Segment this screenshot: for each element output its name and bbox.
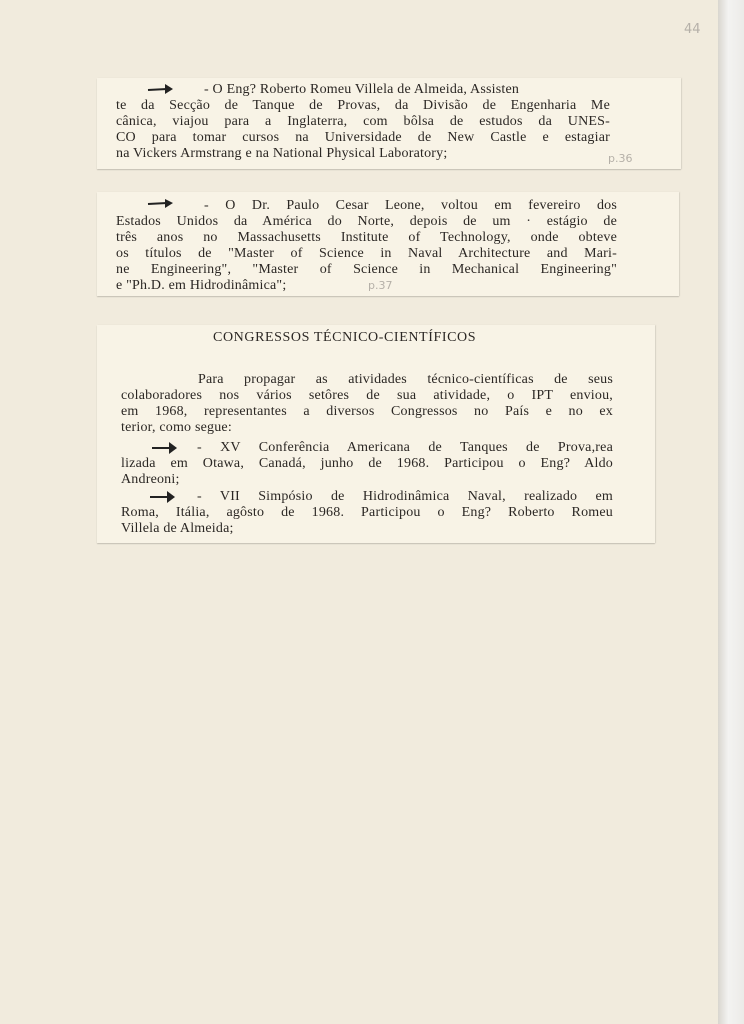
text-line: em 1968, representantes a diversos Congressos no País e no ex [121,404,613,419]
section-title: CONGRESSOS TÉCNICO-CIENTÍFICOS [213,330,477,345]
text-line: os títulos de "Master of Science in Naval Architecture and Mari- [116,246,617,261]
text-line: três anos no Massachusetts Institute of Technology, onde obteve [116,230,617,245]
text-line: colaboradores nos vários setôres de sua atividade, o IPT enviou, [121,388,613,403]
text-line: Villela de Almeida; [121,521,234,536]
arrow-icon [151,442,181,454]
text-line: CO para tomar cursos na Universidade de New Castle e estagiar [116,130,610,145]
arrow-icon [147,83,177,95]
handwritten-page-number: 44 [684,22,701,37]
text-line: Para propagar as atividades técnico-científicas de seus [198,372,613,387]
clipping-congressos [97,325,655,543]
text-line: lizada em Otawa, Canadá, junho de 1968. Participou o Eng? Aldo [121,456,613,471]
text-line: Andreoni; [121,472,180,487]
clipping-roberto-almeida [97,78,681,169]
text-line: Roma, Itália, agôsto de 1968. Participou o Eng? Roberto Romeu [121,505,613,520]
handwritten-note: p.36 [608,152,633,165]
handwritten-note: p.37 [368,279,393,292]
clipping-paulo-leone [97,192,679,296]
arrow-icon [147,198,177,210]
text-line: - XV Conferência Americana de Tanques de Prova,rea [197,440,613,455]
text-line: Estados Unidos da América do Norte, depois de um · estágio de [116,214,617,229]
text-line: - VII Simpósio de Hidrodinâmica Naval, realizado em [197,489,613,504]
text-line: - O Dr. Paulo Cesar Leone, voltou em fevereiro dos [204,198,617,213]
text-line: te da Secção de Tanque de Provas, da Divisão de Engenharia Me [116,98,610,113]
text-line: cânica, viajou para a Inglaterra, com bôlsa de estudos da UNES- [116,114,610,129]
text-line: terior, como segue: [121,420,232,435]
text-line: na Vickers Armstrang e na National Physical Laboratory; [116,146,448,161]
text-line: ne Engineering", "Master of Science in Mechanical Engineering" [116,262,617,277]
scan-edge [718,0,744,1024]
text-line: e "Ph.D. em Hidrodinâmica"; [116,278,287,293]
arrow-icon [149,491,179,503]
text-line: - O Eng? Roberto Romeu Villela de Almeida, Assisten [204,82,520,97]
